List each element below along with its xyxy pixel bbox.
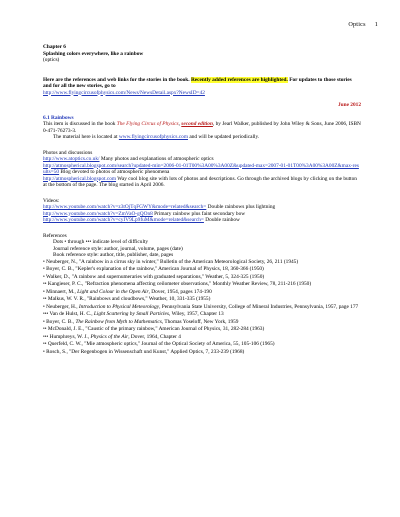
chapter-number: Chapter 6 [43, 44, 66, 50]
video-link-2[interactable]: http://www.youtube.com/watch?v=ZmVaO-gQOn8 [43, 210, 153, 217]
chapter-title: Splashing colors everywhere, like a rainbow [43, 50, 144, 57]
intro-highlight: Recently added references are highlighted. [190, 76, 288, 83]
atoptics-link[interactable]: http://www.atoptics.co.uk/ [43, 156, 100, 162]
chapter-subtitle: (optics) [43, 57, 60, 63]
references-heading: References [43, 232, 67, 239]
section-heading: 6.1 Rainbows [43, 114, 74, 121]
photos-link-item: http://atmospherical.blogspot.com Way cool blog site with lots of photos and descriptions. Go through the archived blogs by clicking on the button at the bottom of the page. The blog started in April 2006. [43, 175, 357, 188]
reference-item: • Walker, D., "A rainbow and supernumeraries with graduated separations," Weather, 5, 324-325 (1950) [43, 273, 265, 280]
intro-text: Here are the references and web links for the stories in the book. [43, 76, 190, 83]
legend-line: Dots • through ••• indicate level of difficulty [53, 239, 149, 245]
video-link-3[interactable]: http://www.youtube.com/watch?v=cyIV9Lp9fuM&mode=related&search= [43, 217, 204, 223]
intro-text-after: For updates to those stories and for all the new stories, go to [43, 76, 352, 89]
video-link-1[interactable]: http://www.youtube.com/watch?v=z3tOjTqFGWY&mode=related&search= [43, 204, 207, 210]
reference-item: • Neuberger, H., Introduction to Physical Meteorology, Pennsylvania State University, College of Mineral Industries, Pennsylvania, 1957, page 177 [43, 303, 359, 310]
blog-search-link[interactable]: http://atmospherical.blogspot.com/search?updated-min=2006-01-01T00%3A00%3A00Z&updated-max=2007-01-01T00%3A00%3A00Z&max-results=50 [43, 162, 359, 175]
book-title: The Flying Circus of Physics [116, 121, 179, 127]
legend-line: Book reference style: author, title, publisher, date, pages [53, 252, 174, 258]
document-body [43, 44, 361, 356]
reference-item: • Minnaert, M., Light and Colour in the Open Air, Dover, 1954, pages 174-190 [43, 288, 212, 295]
reference-item: •• Kangieser, P. C., "Refraction phenomena affecting ceilometer observations," Monthly Weather Review, 78, 211-216 (1950) [43, 281, 312, 287]
blog-link[interactable]: http://atmospherical.blogspot.com [43, 175, 117, 182]
legend-line: Journal reference style: author, journal, volume, pages (date) [53, 245, 183, 252]
running-title: Optics [348, 21, 366, 28]
section-paragraph: This item is discussed in the book The Flying Circus of Physics, second edition, by Jearl Walker, published by John Wiley & Sons, June 2006, ISBN 0-471-76273-3. [43, 121, 361, 134]
reference-item: •• McDonald, J. E., "Caustic of the primary rainbow," American Journal of Physics, 31, 282-284 (1963) [43, 326, 265, 332]
video-item: http://www.youtube.com/watch?v=z3tOjTqFGWY&mode=related&search= Double rainbows plus lightning [43, 204, 276, 210]
video-item: http://www.youtube.com/watch?v=ZmVaO-gQOn8 Primary rainbow plus faint secondary bow [43, 210, 246, 217]
page-number: 1 [374, 21, 378, 28]
running-header [348, 21, 378, 28]
news-link[interactable]: http://www.flyingcircusofphysics.com/News/NewsDetail.aspx?NewsID=42 [43, 89, 205, 96]
photos-heading: Photos and discussions [43, 149, 93, 156]
reference-item: ••• Humphreys, W. J., Physics of the Air, Dover, 1964, Chapter 4 [43, 333, 181, 340]
reference-item: •• Malkus, W. V. R., "Rainbows and cloudbows," Weather, 10, 331-335 (1955) [43, 296, 211, 302]
photos-link-item: http://www.atoptics.co.uk/ Many photos and explanations of atmospheric optics [43, 156, 214, 162]
reference-item: • Boyer, C. B., The Rainbow from Myth to Mathematics, Thomas Yoseloff, New York, 1959 [43, 318, 239, 325]
photos-link-item: http://atmospherical.blogspot.com/search?updated-min=2006-01-01T00%3A00%3A00Z&updated-max=2007-01-01T00%3A00%3A00Z&max-results=50 Blog devoted to photos of atmospheric phenomena [43, 162, 359, 175]
reference-list [43, 259, 361, 357]
update-date: June 2012 [337, 102, 361, 108]
video-item: http://www.youtube.com/watch?v=cyIV9Lp9fuM&mode=related&search= Double rainbow [43, 217, 240, 223]
reference-item: •• Querfeld, C. W., "Mie atmospheric optics," Journal of the Optical Society of America, 55, 105-106 (1965) [43, 341, 275, 347]
edition-label: second edition [181, 121, 213, 127]
videos-heading: Videos: [43, 197, 60, 204]
reference-item: • Rosch, S., "Der Regenbogen in Wissenschaft und Kunst," Applied Optics, 7, 233-239 (1968) [43, 348, 245, 355]
intro-paragraph [43, 77, 361, 90]
reference-item: ••• Van de Hulst, H. C., Light Scattering by Small Particles, Wiley, 1957, Chapter 13 [43, 311, 224, 317]
reference-item: • Neuberger, N., "A rainbow in a cirrus sky in winter," Bulletin of the American Meteorological Society, 26, 211 (1945) [43, 258, 299, 265]
location-paragraph: The material here is located at www.flyingcircusofphysics.com and will be updated periodically. [53, 134, 260, 140]
site-link[interactable]: www.flyingcircusofphysics.com [118, 134, 188, 140]
reference-item: • Boyer, C. B., "Kepler's explanation of the rainbow," American Journal of Physics, 18, 360-366 (1950) [43, 266, 264, 272]
